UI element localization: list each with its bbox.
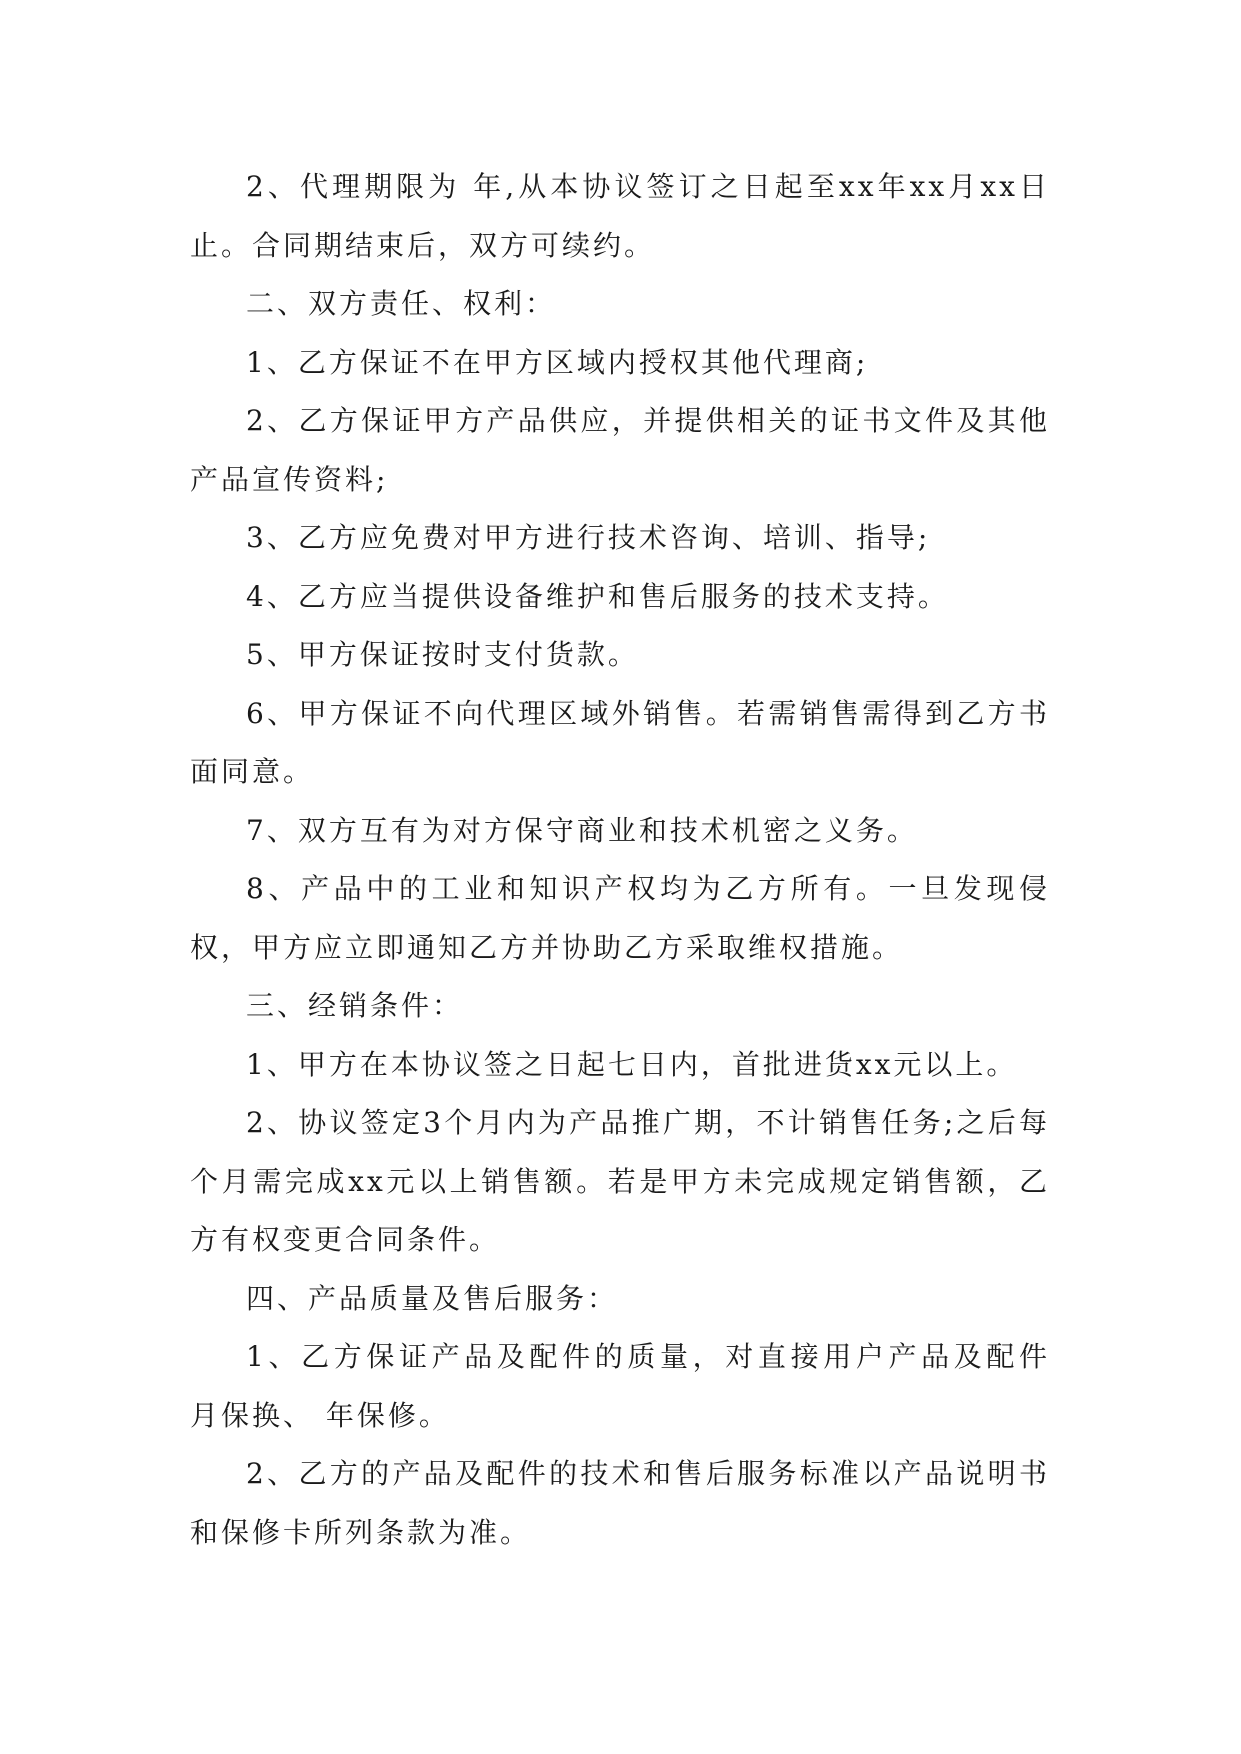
paragraph-quality-2: 2、乙方的产品及配件的技术和售后服务标准以产品说明书和保修卡所列条款为准。 xyxy=(190,1457,1050,1549)
paragraph-clause-4: 4、乙方应当提供设备维护和售后服务的技术支持。 xyxy=(246,579,949,613)
paragraph-distribution-1: 1、甲方在本协议签之日起七日内，首批进货xx元以上。 xyxy=(246,1047,1018,1081)
paragraph-clause-5: 5、甲方保证按时支付货款。 xyxy=(246,638,639,671)
paragraph-clause-3: 3、乙方应免费对甲方进行技术咨询、培训、指导; xyxy=(246,521,931,554)
paragraph-clause-6: 6、甲方保证不向代理区域外销售。若需销售需得到乙方书面同意。 xyxy=(190,696,1050,788)
section-heading-quality-service: 四、产品质量及售后服务： xyxy=(246,1281,619,1315)
paragraph-clause-1: 1、乙方保证不在甲方区域内授权其他代理商; xyxy=(246,345,869,379)
paragraph-clause-2: 2、乙方保证甲方产品供应，并提供相关的证书文件及其他产品宣传资料; xyxy=(190,404,1050,496)
section-heading-distribution-terms: 三、经销条件： xyxy=(246,989,464,1022)
paragraph-distribution-2: 2、协议签定3个月内为产品推广期，不计销售任务;之后每个月需完成xx元以上销售额。若是甲方未完成规定销售额，乙方有权变更合同条件。 xyxy=(190,1106,1050,1256)
paragraph-term: 2、代理期限为 年,从本协议签订之日起至xx年xx月xx日止。合同期结束后，双方可续约。 xyxy=(190,170,1050,262)
section-heading-responsibilities: 二、双方责任、权利： xyxy=(246,287,557,320)
paragraph-clause-8: 8、产品中的工业和知识产权均为乙方所有。一旦发现侵权，甲方应立即通知乙方并协助乙方采取维权措施。 xyxy=(190,872,1050,964)
document-body xyxy=(190,158,1050,1562)
paragraph-clause-7: 7、双方互有为对方保守商业和技术机密之义务。 xyxy=(246,813,918,847)
paragraph-quality-1: 1、乙方保证产品及配件的质量，对直接用户产品及配件 月保换、 年保修。 xyxy=(190,1340,1050,1432)
